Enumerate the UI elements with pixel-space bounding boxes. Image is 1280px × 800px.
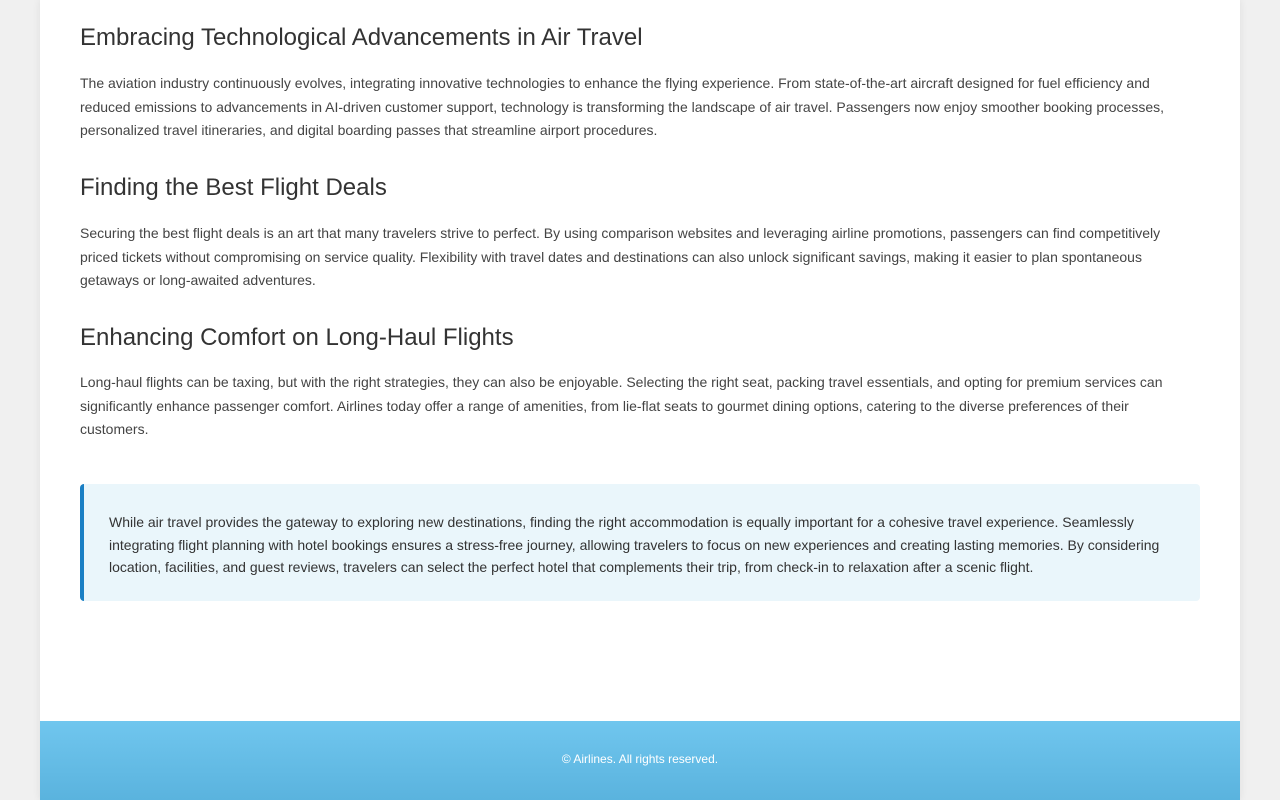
footer-copyright: © Airlines. All rights reserved.: [561, 752, 719, 766]
callout-text: While air travel provides the gateway to exploring new destinations, finding the right accommodation is equally important for a cohesive travel experience. Seamlessly integrating flight planning with hotel bookings ensures a stress-free journey, allowing travelers to focus on new experiences and creating lasting memories. By considering location, facilities, and guest reviews, travelers can select the perfect hotel that complements their trip, from check-in to relaxation after a scenic flight.: [109, 514, 1160, 575]
section-body: Long-haul flights can be taxing, but with the right strategies, they can also be enjoyable. Selecting the right seat, packing travel essentials, and opting for premium services can significantly enhance passenger comfort. Airlines today offer a range of amenities, from lie-flat seats to gourmet dining options, catering to the diverse preferences of their customers.: [80, 374, 1163, 438]
section-heading: Enhancing Comfort on Long-Haul Flights: [80, 324, 514, 351]
footer: [40, 721, 1240, 800]
section-heading: Embracing Technological Advancements in Air Travel: [80, 24, 643, 51]
page-container: [40, 0, 1240, 800]
section-body: The aviation industry continuously evolves, integrating innovative technologies to enhance the flying experience. From state-of-the-art aircraft designed for fuel efficiency and reduced emissions to advancements in AI-driven customer support, technology is transforming the landscape of air travel. Passengers now enjoy smoother booking processes, personalized travel itineraries, and digital boarding passes that streamline airport procedures.: [80, 75, 1165, 139]
accommodation-callout: [80, 484, 1200, 601]
section-heading: Finding the Best Flight Deals: [80, 174, 387, 201]
section-body: Securing the best flight deals is an art that many travelers strive to perfect. By using comparison websites and leveraging airline promotions, passengers can find competitively priced tickets without compromising on service quality. Flexibility with travel dates and destinations can also unlock significant savings, making it easier to plan spontaneous getaways or long-awaited adventures.: [80, 225, 1161, 289]
